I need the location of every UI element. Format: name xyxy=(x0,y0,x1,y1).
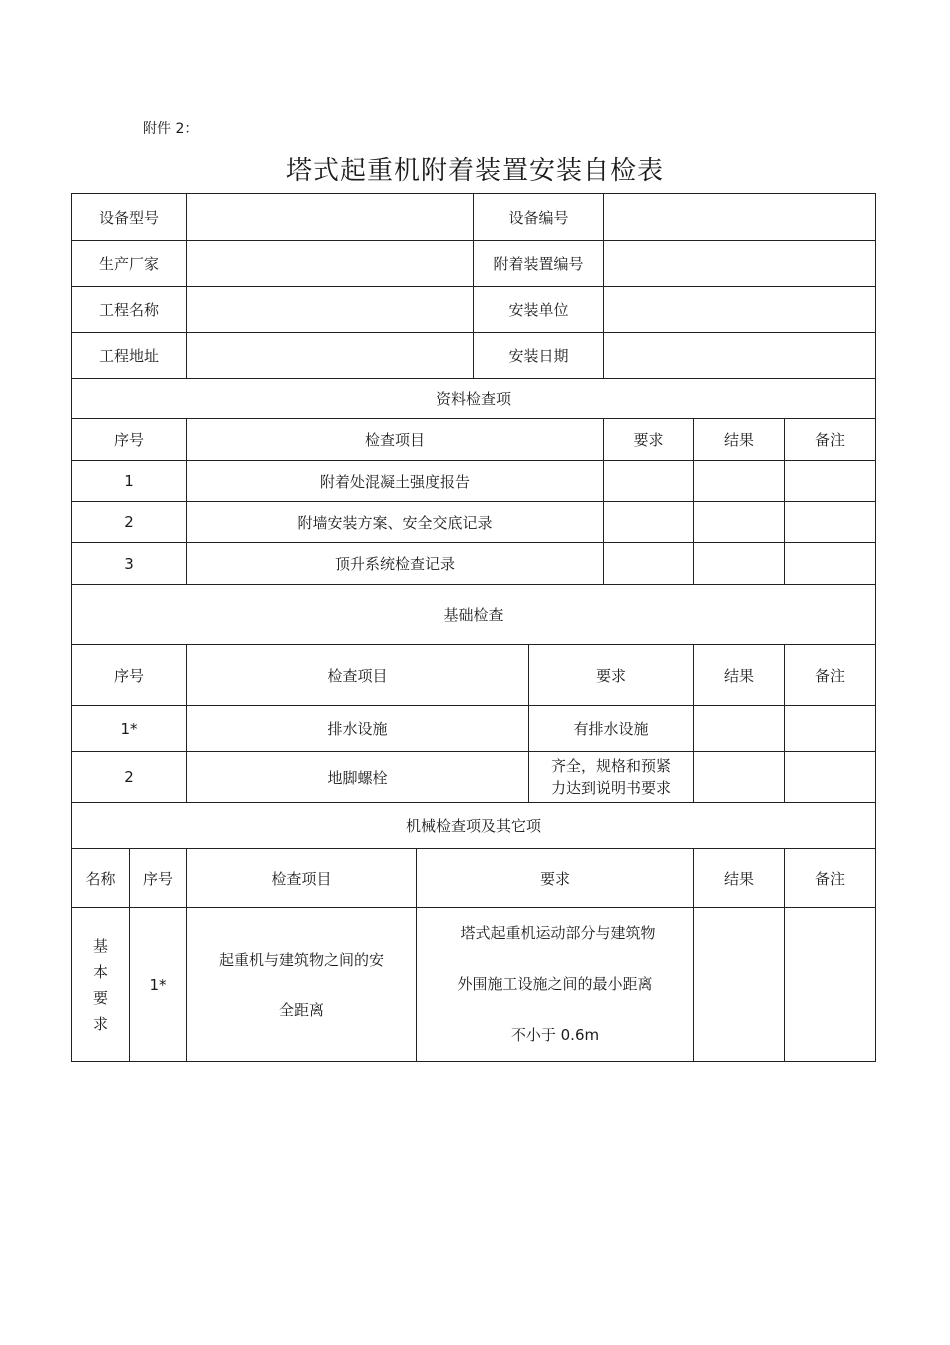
result-cell[interactable] xyxy=(694,461,785,502)
result-cell[interactable] xyxy=(694,752,785,803)
result-cell[interactable] xyxy=(694,908,785,1062)
header-no: 序号 xyxy=(72,645,187,706)
table-row xyxy=(72,461,876,502)
note-cell[interactable] xyxy=(785,706,876,752)
table-row xyxy=(72,752,876,803)
info-table xyxy=(71,193,876,379)
info-label: 附着装置编号 xyxy=(474,241,604,287)
docs-section-title: 资料检查项 xyxy=(72,379,876,419)
table-row xyxy=(72,543,876,585)
row-no: 1 xyxy=(72,461,187,502)
header-name: 名称 xyxy=(72,849,130,908)
info-value-cell[interactable] xyxy=(604,241,876,287)
req-line: 塔式起重机运动部分与建筑物 xyxy=(460,924,656,942)
header-no: 序号 xyxy=(72,419,187,461)
result-cell[interactable] xyxy=(694,502,785,543)
header-note: 备注 xyxy=(785,419,876,461)
row-item: 顶升系统检查记录 xyxy=(187,543,604,585)
row-item: 地脚螺栓 xyxy=(187,752,529,803)
info-value-cell[interactable] xyxy=(187,241,474,287)
header-item: 检查项目 xyxy=(187,645,529,706)
row-item: 附着处混凝土强度报告 xyxy=(187,461,604,502)
req-cell[interactable] xyxy=(604,502,694,543)
header-no: 序号 xyxy=(130,849,187,908)
row-no: 2 xyxy=(72,502,187,543)
table-row xyxy=(72,908,876,1062)
item-line: 起重机与建筑物之间的安 xyxy=(218,950,384,969)
header-note: 备注 xyxy=(785,645,876,706)
result-cell[interactable] xyxy=(694,543,785,585)
section-header-row xyxy=(72,379,876,419)
foundation-table xyxy=(71,584,876,803)
row-no: 2 xyxy=(72,752,187,803)
info-value-cell[interactable] xyxy=(604,333,876,379)
req-line: 不小于 0.6m xyxy=(510,1026,600,1044)
note-cell[interactable] xyxy=(785,461,876,502)
row-item xyxy=(187,908,417,1062)
name-char: 要 xyxy=(92,988,108,1007)
column-header-row xyxy=(72,419,876,461)
name-char: 本 xyxy=(92,962,108,981)
note-cell[interactable] xyxy=(785,908,876,1062)
info-label: 工程地址 xyxy=(72,333,187,379)
header-result: 结果 xyxy=(694,645,785,706)
note-cell[interactable] xyxy=(785,543,876,585)
info-label: 工程名称 xyxy=(72,287,187,333)
info-label: 生产厂家 xyxy=(72,241,187,287)
info-label: 设备型号 xyxy=(72,194,187,241)
foundation-section-title: 基础检查 xyxy=(72,585,876,645)
row-req: 有排水设施 xyxy=(529,706,694,752)
header-item: 检查项目 xyxy=(187,849,417,908)
info-value-cell[interactable] xyxy=(187,287,474,333)
info-row xyxy=(72,241,876,287)
info-label: 安装单位 xyxy=(474,287,604,333)
row-name xyxy=(72,908,130,1062)
column-header-row xyxy=(72,645,876,706)
row-req xyxy=(529,752,694,803)
name-char: 基 xyxy=(92,936,108,955)
info-value-cell[interactable] xyxy=(604,287,876,333)
name-char: 求 xyxy=(92,1014,108,1033)
header-result: 结果 xyxy=(694,849,785,908)
info-row xyxy=(72,333,876,379)
row-no: 3 xyxy=(72,543,187,585)
table-row xyxy=(72,502,876,543)
header-note: 备注 xyxy=(785,849,876,908)
header-req: 要求 xyxy=(417,849,694,908)
row-req xyxy=(417,908,694,1062)
req-line: 齐全，规格和预紧 xyxy=(550,757,671,775)
header-result: 结果 xyxy=(694,419,785,461)
mechanical-section-title: 机械检查项及其它项 xyxy=(72,803,876,849)
info-label: 设备编号 xyxy=(474,194,604,241)
docs-table xyxy=(71,378,876,585)
note-cell[interactable] xyxy=(785,502,876,543)
section-header-row xyxy=(72,803,876,849)
info-label: 安装日期 xyxy=(474,333,604,379)
row-no: 1* xyxy=(72,706,187,752)
table-row xyxy=(72,706,876,752)
info-value-cell[interactable] xyxy=(187,333,474,379)
column-header-row xyxy=(72,849,876,908)
info-row xyxy=(72,194,876,241)
item-line: 全距离 xyxy=(278,1000,324,1019)
page-title: 塔式起重机附着装置安装自检表 xyxy=(285,156,664,186)
req-line: 力达到说明书要求 xyxy=(550,779,671,797)
row-no: 1* xyxy=(130,908,187,1062)
result-cell[interactable] xyxy=(694,706,785,752)
info-row xyxy=(72,287,876,333)
mechanical-table xyxy=(71,802,876,1062)
req-cell[interactable] xyxy=(604,461,694,502)
req-line: 外围施工设施之间的最小距离 xyxy=(457,975,653,993)
info-value-cell[interactable] xyxy=(187,194,474,241)
header-item: 检查项目 xyxy=(187,419,604,461)
info-value-cell[interactable] xyxy=(604,194,876,241)
header-req: 要求 xyxy=(529,645,694,706)
section-header-row xyxy=(72,585,876,645)
note-cell[interactable] xyxy=(785,752,876,803)
req-cell[interactable] xyxy=(604,543,694,585)
header-req: 要求 xyxy=(604,419,694,461)
attachment-label: 附件 2： xyxy=(143,121,199,137)
row-item: 排水设施 xyxy=(187,706,529,752)
row-item: 附墙安装方案、安全交底记录 xyxy=(187,502,604,543)
inspection-form xyxy=(71,193,875,1062)
